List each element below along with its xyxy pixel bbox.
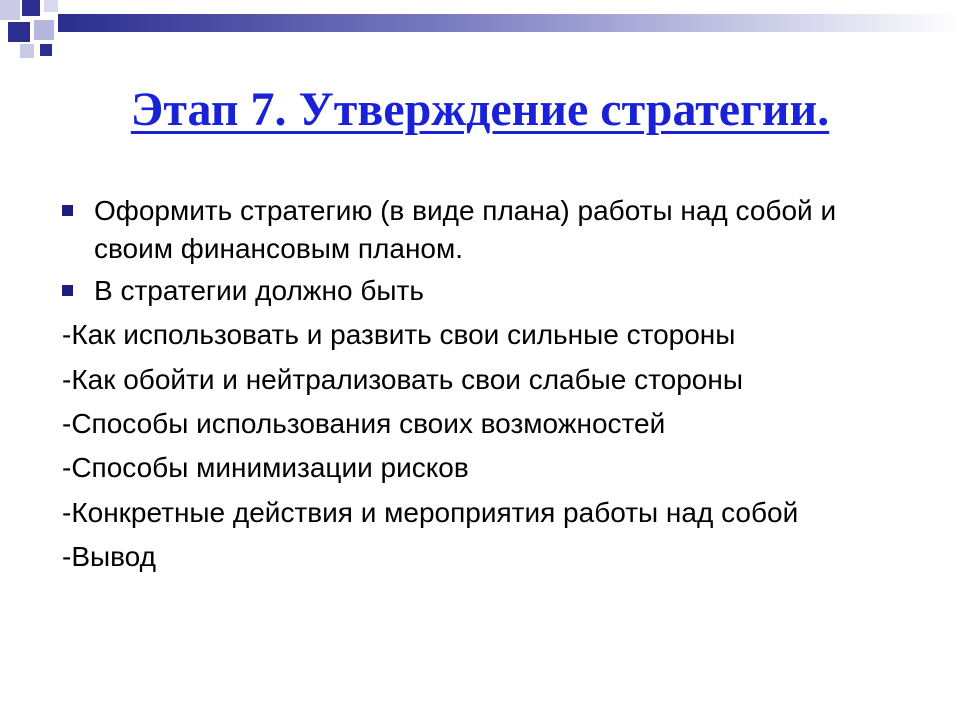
bullet-text: Оформить стратегию (в виде плана) работы над собой и своим финансовым планом.: [94, 195, 837, 264]
slide-title: Этап 7. Утверждение стратегии.: [130, 83, 830, 136]
list-line: -Вывод: [62, 541, 156, 572]
deco-square: [20, 44, 34, 58]
square-bullet-icon: [62, 285, 73, 296]
deco-square: [34, 20, 54, 40]
bullet-item: [62, 192, 922, 268]
list-line: -Способы минимизации рисков: [62, 452, 469, 483]
deco-square: [22, 0, 40, 16]
bullet-item: [62, 272, 922, 310]
header-decoration: [0, 0, 960, 60]
list-line: -Как использовать и развить свои сильные стороны: [62, 319, 736, 350]
deco-square: [0, 0, 20, 20]
list-line: -Конкретные действия и мероприятия работы над собой: [62, 497, 799, 528]
list-line: -Способы использования своих возможностей: [62, 408, 666, 439]
bullet-text: В стратегии должно быть: [94, 275, 424, 306]
deco-square: [8, 22, 30, 42]
square-bullet-icon: [62, 205, 73, 216]
header-gradient-bar: [58, 14, 960, 32]
deco-square: [44, 0, 58, 12]
list-line: -Как обойти и нейтрализовать свои слабые стороны: [62, 364, 743, 395]
deco-square: [40, 44, 52, 56]
